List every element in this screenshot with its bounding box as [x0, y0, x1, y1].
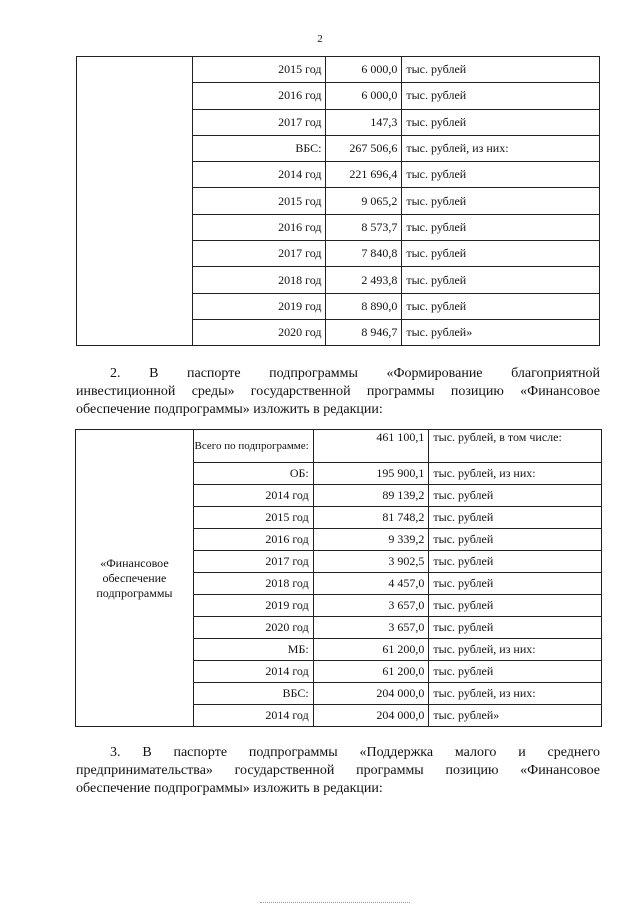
row-unit: тыс. рублей [429, 617, 602, 639]
row-label: 2018 год [193, 573, 313, 595]
row-value: 81 748,2 [313, 507, 429, 529]
financing-table-continued [76, 56, 600, 346]
scan-edge-mark [260, 902, 410, 903]
row-label: 2014 год [193, 705, 313, 727]
row-value: 9 339,2 [313, 529, 429, 551]
row-label: 2016 год [193, 529, 313, 551]
row-label: ОБ: [193, 463, 313, 485]
row-label: 2016 год [192, 214, 326, 240]
row-label: МБ: [193, 639, 313, 661]
row-label: 2016 год [192, 83, 326, 109]
row-unit: тыс. рублей, в том числе: [429, 430, 602, 463]
row-label: 2014 год [193, 661, 313, 683]
row-value: 89 139,2 [313, 485, 429, 507]
row-label: ВБС: [192, 135, 326, 161]
page-number: 2 [317, 33, 323, 45]
row-value: 6 000,0 [326, 83, 402, 109]
paragraph-line: предпринимательства» государственной программы позицию «Финансовое [76, 763, 600, 778]
row-value: 204 000,0 [313, 683, 429, 705]
row-value: 195 900,1 [313, 463, 429, 485]
row-unit: тыс. рублей [402, 188, 600, 214]
row-unit: тыс. рублей [429, 507, 602, 529]
row-value: 204 000,0 [313, 705, 429, 727]
row-label: 2015 год [193, 507, 313, 529]
row-unit: тыс. рублей, из них: [429, 639, 602, 661]
row-label: 2014 год [192, 162, 326, 188]
row-unit: тыс. рублей [402, 241, 600, 267]
row-unit: тыс. рублей, из них: [429, 463, 602, 485]
row-value: 4 457,0 [313, 573, 429, 595]
row-value: 7 840,8 [326, 241, 402, 267]
row-label: 2017 год [193, 551, 313, 573]
row-value: 6 000,0 [326, 57, 402, 83]
row-value: 8 946,7 [326, 319, 402, 345]
row-label: 2020 год [192, 319, 326, 345]
row-unit: тыс. рублей [402, 83, 600, 109]
table-row [77, 57, 600, 83]
table-row [76, 430, 602, 463]
row-unit: тыс. рублей [429, 595, 602, 617]
row-label: 2014 год [193, 485, 313, 507]
row-unit: тыс. рублей [402, 109, 600, 135]
row-label: 2017 год [192, 241, 326, 267]
financing-table [75, 429, 602, 727]
row-unit: тыс. рублей [429, 661, 602, 683]
row-value: 2 493,8 [326, 267, 402, 293]
row-unit: тыс. рублей» [402, 319, 600, 345]
row-unit: тыс. рублей [429, 573, 602, 595]
row-unit: тыс. рублей [429, 529, 602, 551]
row-value: 267 506,6 [326, 135, 402, 161]
row-unit: тыс. рублей [402, 293, 600, 319]
row-value: 61 200,0 [313, 661, 429, 683]
section-label-cell: «Финансовое обеспечение подпрограммы [76, 430, 194, 727]
row-label: 2019 год [193, 595, 313, 617]
paragraph-line: инвестиционной среды» государственной программы позицию «Финансовое [76, 384, 600, 399]
row-label: 2017 год [192, 109, 326, 135]
row-label: ВБС: [193, 683, 313, 705]
row-value: 8 890,0 [326, 293, 402, 319]
paragraph-line: 3. В паспорте подпрограммы «Поддержка малого и среднего [110, 745, 600, 760]
paragraph-line: обеспечение подпрограммы» изложить в редакции: [76, 402, 383, 417]
row-value: 3 657,0 [313, 595, 429, 617]
row-unit: тыс. рублей [402, 267, 600, 293]
row-unit: тыс. рублей, из них: [402, 135, 600, 161]
row-unit: тыс. рублей [402, 162, 600, 188]
paragraph-2 [76, 365, 600, 419]
row-unit: тыс. рублей» [429, 705, 602, 727]
row-value: 9 065,2 [326, 188, 402, 214]
row-unit: тыс. рублей, из них: [429, 683, 602, 705]
row-label: 2019 год [192, 293, 326, 319]
row-value: 8 573,7 [326, 214, 402, 240]
section-label-cell [77, 57, 193, 346]
paragraph-3 [76, 744, 600, 798]
paragraph-line: обеспечение подпрограммы» изложить в редакции: [76, 781, 383, 796]
row-unit: тыс. рублей [429, 485, 602, 507]
row-unit: тыс. рублей [429, 551, 602, 573]
row-unit: тыс. рублей [402, 214, 600, 240]
row-value: 221 696,4 [326, 162, 402, 188]
paragraph-line: 2. В паспорте подпрограммы «Формирование благоприятной [110, 366, 600, 381]
row-value: 3 902,5 [313, 551, 429, 573]
row-label: 2018 год [192, 267, 326, 293]
row-value: 61 200,0 [313, 639, 429, 661]
row-value: 461 100,1 [313, 430, 429, 463]
row-value: 147,3 [326, 109, 402, 135]
row-label: 2015 год [192, 188, 326, 214]
row-label: Всего по подпрограмме: [193, 430, 313, 463]
row-value: 3 657,0 [313, 617, 429, 639]
row-label: 2020 год [193, 617, 313, 639]
row-unit: тыс. рублей [402, 57, 600, 83]
row-label: 2015 год [192, 57, 326, 83]
